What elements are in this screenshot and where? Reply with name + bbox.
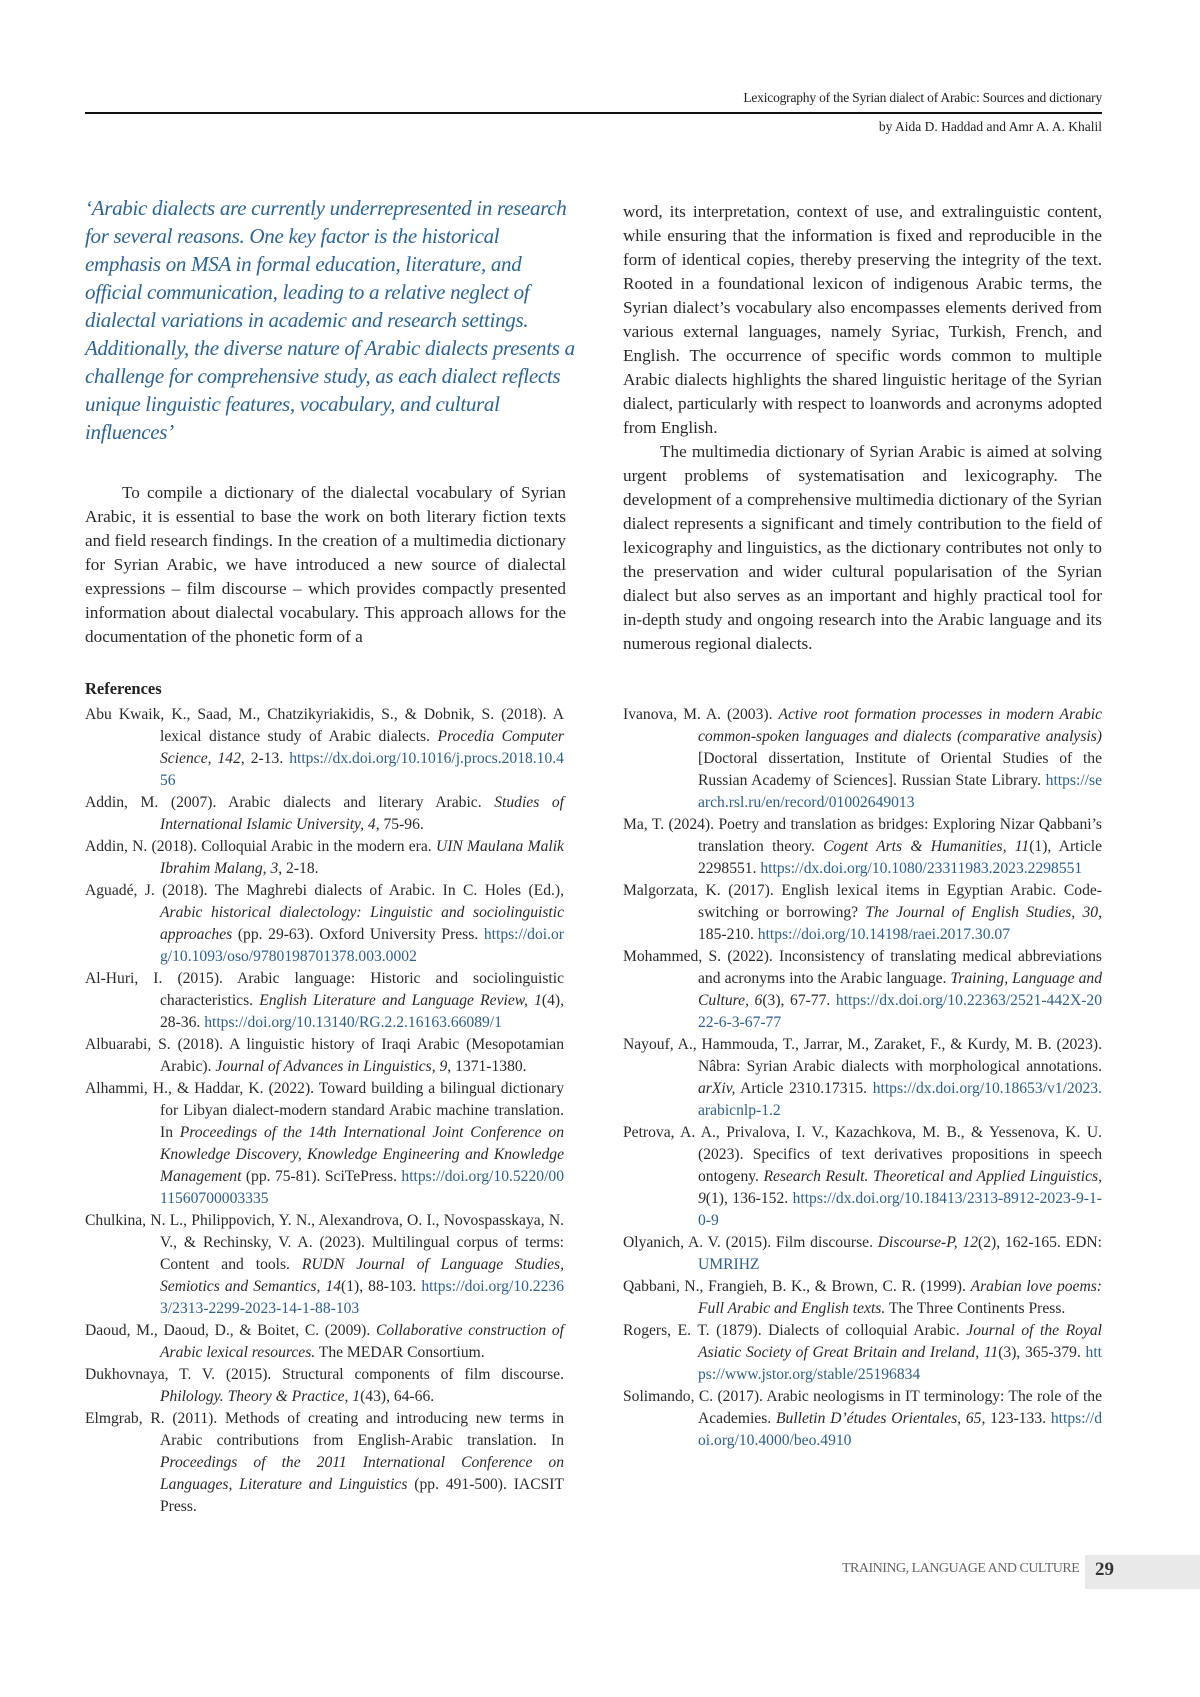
body-paragraph: The multimedia dictionary of Syrian Arabic is aimed at solving urgent problems of systematisation and lexicography. The development of a comprehensive multimedia dictionary of the Syrian dialect represents a significant and timely contribution to the field of lexicography and linguistics, as the dictionary contributes not only to the preservation and wider cultural popularisation of the Syrian dialect but also serves as an important and highly practical tool for in-depth study and ongoing research into the Arabic language and its numerous regional dialects. — [623, 440, 1102, 656]
reference-entry — [85, 792, 564, 836]
reference-text: , 185-210. — [698, 904, 1102, 943]
reference-text: (pp. 29-63). Oxford University Press. — [232, 926, 484, 943]
reference-entry — [623, 1034, 1102, 1122]
reference-text: (4), 28-36. — [160, 992, 564, 1031]
references-list-left — [85, 704, 564, 1518]
reference-source: English Literature and Language Review, 1 — [259, 992, 542, 1009]
reference-source: Journal of Advances in Linguistics, 9 — [215, 1058, 447, 1075]
reference-entry — [623, 1320, 1102, 1386]
reference-link[interactable]: https://dx.doi.org/10.18653/v1/2023.arabicnlp-1.2 — [698, 1080, 1102, 1119]
reference-entry — [85, 1408, 564, 1518]
reference-link[interactable]: https://dx.doi.org/10.22363/2521-442X-2022-6-3-67-77 — [698, 992, 1102, 1031]
reference-link[interactable]: https://doi.org/10.13140/RG.2.2.16163.66089/1 — [204, 1014, 502, 1031]
left-column-body — [85, 481, 566, 649]
reference-text: Aguadé, J. (2018). The Maghrebi dialects of Arabic. In C. Holes (Ed.), — [85, 882, 564, 899]
right-column-body — [623, 200, 1102, 656]
reference-entry — [85, 704, 564, 792]
reference-source: Discourse-P, 12 — [878, 1234, 978, 1251]
reference-link[interactable]: UMRIHZ — [698, 1256, 760, 1273]
reference-entry — [623, 880, 1102, 946]
reference-text: Malgorzata, K. (2017). English lexical items in Egyptian Arabic. Code-switching or borrowing? — [623, 882, 1102, 921]
reference-text: , 75-96. — [376, 816, 424, 833]
reference-link[interactable]: https://dx.doi.org/10.1016/j.procs.2018.10.456 — [160, 750, 564, 789]
reference-text: The Three Continents Press. — [885, 1300, 1065, 1317]
body-paragraph: word, its interpretation, context of use, and extralinguistic content, while ensuring that the information is fixed and reproducible in the form of identical copies, thereby preserving the integrity of the text. Rooted in a foundational lexicon of indigenous Arabic terms, the Syrian dialect’s vocabulary also encompasses elements derived from various external languages, namely Syriac, Turkish, French, and English. The occurrence of specific words common to multiple Arabic dialects highlights the shared linguistic heritage of the Syrian dialect, particularly with respect to loanwords and acronyms adopted from English. — [623, 200, 1102, 440]
reference-text: Alhammi, H., & Haddar, K. (2022). Toward building a bilingual dictionary for Libyan dialect-modern standard Arabic machine translation. In — [85, 1080, 564, 1141]
reference-text: , 2-13. — [241, 750, 289, 767]
reference-entry — [623, 814, 1102, 880]
reference-entry — [85, 1364, 564, 1408]
reference-text: Chulkina, N. L., Philippovich, Y. N., Alexandrova, O. I., Novospasskaya, N. V., & Rechinsky, V. A. (2023). Multilingual corpus of terms: Content and tools. — [85, 1212, 564, 1273]
reference-link[interactable]: https://dx.doi.org/10.1080/23311983.2023.2298551 — [760, 860, 1082, 877]
header-rule — [85, 112, 1102, 114]
pull-quote: ‘Arabic dialects are currently underrepresented in research for several reasons. One key factor is the historical emphasis on MSA in formal education, literature, and official communication, leading to a relative neglect of dialectal variations in academic and research settings. Additionally, the diverse nature of Arabic dialects presents a challenge for comprehensive study, as each dialect reflects unique linguistic features, vocabulary, and cultural influences’ — [85, 194, 575, 446]
reference-text: Olyanich, A. V. (2015). Film discourse. — [623, 1234, 878, 1251]
reference-text: (pp. 75-81). SciTePress. — [241, 1168, 401, 1185]
reference-link[interactable]: https://doi.org/10.4000/beo.4910 — [698, 1410, 1102, 1449]
reference-text: Addin, M. (2007). Arabic dialects and literary Arabic. — [85, 794, 494, 811]
reference-entry — [85, 1210, 564, 1320]
reference-source: Collaborative construction of Arabic lexical resources. — [160, 1322, 564, 1361]
reference-text: Daoud, M., Daoud, D., & Boitet, C. (2009). — [85, 1322, 376, 1339]
reference-link[interactable]: https://doi.org/10.1093/oso/9780198701378.003.0002 — [160, 926, 564, 965]
reference-text: Article 2310.17315. — [735, 1080, 872, 1097]
reference-source: Research Result. Theoretical and Applied Linguistics, 9 — [698, 1168, 1102, 1207]
reference-source: Cogent Arts & Humanities, 11 — [823, 838, 1029, 855]
reference-entry — [85, 880, 564, 968]
reference-source: RUDN Journal of Language Studies, Semiotics and Semantics, 14 — [160, 1256, 564, 1295]
reference-text: Mohammed, S. (2022). Inconsistency of translating medical abbreviations and acronyms into the Arabic language. — [623, 948, 1102, 987]
reference-source: Bulletin D’études Orientales, 65 — [776, 1410, 981, 1427]
reference-entry — [85, 1034, 564, 1078]
reference-source: UIN Maulana Malik Ibrahim Malang, 3 — [160, 838, 564, 877]
page-number: 29 — [1095, 1559, 1114, 1581]
reference-text: , 2-18. — [278, 860, 318, 877]
reference-source: Studies of International Islamic University, 4 — [160, 794, 564, 833]
reference-text: Solimando, C. (2017). Arabic neologisms in IT terminology: The role of the Academies. — [623, 1388, 1102, 1427]
reference-text: Ma, T. (2024). Poetry and translation as bridges: Exploring Nizar Qabbani’s translation theory. — [623, 816, 1102, 855]
reference-text: Qabbani, N., Frangieh, B. K., & Brown, C. R. (1999). — [623, 1278, 971, 1295]
running-authors: by Aida D. Haddad and Amr A. A. Khalil — [879, 119, 1102, 135]
reference-link[interactable]: https://doi.org/10.5220/0011560700003335 — [160, 1168, 564, 1207]
reference-text: Addin, N. (2018). Colloquial Arabic in the modern era. — [85, 838, 436, 855]
reference-source: Proceedings of the 2011 International Conference on Languages, Literature and Linguistics — [160, 1454, 564, 1493]
reference-source: Proceedings of the 14th International Joint Conference on Knowledge Discovery, Knowledge Engineering and Knowledge Management — [160, 1124, 564, 1185]
references-list-right — [623, 704, 1102, 1452]
reference-link[interactable]: https://search.rsl.ru/en/record/01002649013 — [698, 772, 1102, 811]
reference-source: Active root formation processes in modern Arabic common-spoken languages and dialects (comparative analysis) — [698, 706, 1102, 745]
reference-text: Nayouf, A., Hammouda, T., Jarrar, M., Zaraket, F., & Kurdy, M. B. (2023). Nâbra: Syrian Arabic dialects with morphological annotations. — [623, 1036, 1102, 1075]
reference-entry — [85, 836, 564, 880]
reference-text: Petrova, A. A., Privalova, I. V., Kazachkova, M. B., & Yessenova, K. U. (2023). Specifics of text derivatives propositions in speech ontogeny. — [623, 1124, 1102, 1185]
reference-text: Ivanova, M. A. (2003). — [623, 706, 778, 723]
reference-entry — [85, 968, 564, 1034]
reference-text: (1), 88-103. — [341, 1278, 421, 1295]
reference-entry — [623, 1386, 1102, 1452]
reference-entry — [85, 1320, 564, 1364]
running-title: Lexicography of the Syrian dialect of Arabic: Sources and dictionary — [743, 90, 1102, 106]
references-heading: References — [85, 679, 162, 699]
reference-text: The MEDAR Consortium. — [315, 1344, 485, 1361]
reference-text: , 123-133. — [981, 1410, 1050, 1427]
reference-text: (pp. 491-500). IACSIT Press. — [160, 1476, 564, 1515]
reference-text: (2), 162-165. EDN: — [978, 1234, 1102, 1251]
reference-text: Rogers, E. T. (1879). Dialects of colloquial Arabic. — [623, 1322, 966, 1339]
reference-entry — [623, 1232, 1102, 1276]
reference-text: (1), Article 2298551. — [698, 838, 1102, 877]
reference-text: (3), 67-77. — [762, 992, 836, 1009]
reference-link[interactable]: https://www.jstor.org/stable/25196834 — [698, 1344, 1102, 1383]
body-paragraph: To compile a dictionary of the dialectal vocabulary of Syrian Arabic, it is essential to base the work on both literary fiction texts and field research findings. In the creation of a multimedia dictionary for Syrian Arabic, we have introduced a new source of dialectal expressions – film discourse – which provides compactly presented information about dialectal vocabulary. This approach allows for the documentation of the phonetic form of a — [85, 481, 566, 649]
reference-text: Elmgrab, R. (2011). Methods of creating and introducing new terms in Arabic contributions from English-Arabic translation. In — [85, 1410, 564, 1449]
reference-source: Arabian love poems: Full Arabic and English texts. — [698, 1278, 1102, 1317]
reference-source: arXiv, — [698, 1080, 735, 1097]
reference-source: Journal of the Royal Asiatic Society of Great Britain and Ireland, 11 — [698, 1322, 1102, 1361]
reference-text: (43), 64-66. — [360, 1388, 434, 1405]
reference-entry — [85, 1078, 564, 1210]
reference-entry — [623, 1276, 1102, 1320]
journal-name: TRAINING, LANGUAGE AND CULTURE — [842, 1561, 1079, 1577]
reference-source: Training, Language and Culture, 6 — [698, 970, 1102, 1009]
reference-entry — [623, 1122, 1102, 1232]
reference-entry — [623, 704, 1102, 814]
reference-link[interactable]: https://dx.doi.org/10.18413/2313-8912-2023-9-1-0-9 — [698, 1190, 1102, 1229]
reference-text: [Doctoral dissertation, Institute of Oriental Studies of the Russian Academy of Sciences]. Russian State Library. — [698, 750, 1102, 789]
reference-source: Arabic historical dialectology: Linguistic and sociolinguistic approaches — [160, 904, 564, 943]
reference-text: Abu Kwaik, K., Saad, M., Chatzikyriakidis, S., & Dobnik, S. (2018). A lexical distance study of Arabic dialects. — [85, 706, 564, 745]
reference-text: Albuarabi, S. (2018). A linguistic history of Iraqi Arabic (Mesopotamian Arabic). — [85, 1036, 564, 1075]
reference-text: , 1371-1380. — [447, 1058, 526, 1075]
reference-link[interactable]: https://doi.org/10.22363/2313-2299-2023-14-1-88-103 — [160, 1278, 564, 1317]
reference-link[interactable]: https://doi.org/10.14198/raei.2017.30.07 — [758, 926, 1010, 943]
reference-text: (1), 136-152. — [706, 1190, 793, 1207]
reference-source: Procedia Computer Science, 142 — [160, 728, 564, 767]
reference-text: Dukhovnaya, T. V. (2015). Structural components of film discourse. — [85, 1366, 564, 1383]
reference-source: Philology. Theory & Practice, 1 — [160, 1388, 360, 1405]
reference-entry — [623, 946, 1102, 1034]
reference-text: (3), 365-379. — [998, 1344, 1085, 1361]
reference-text: Al-Huri, I. (2015). Arabic language: Historic and sociolinguistic characteristics. — [85, 970, 564, 1009]
reference-source: The Journal of English Studies, 30 — [865, 904, 1098, 921]
